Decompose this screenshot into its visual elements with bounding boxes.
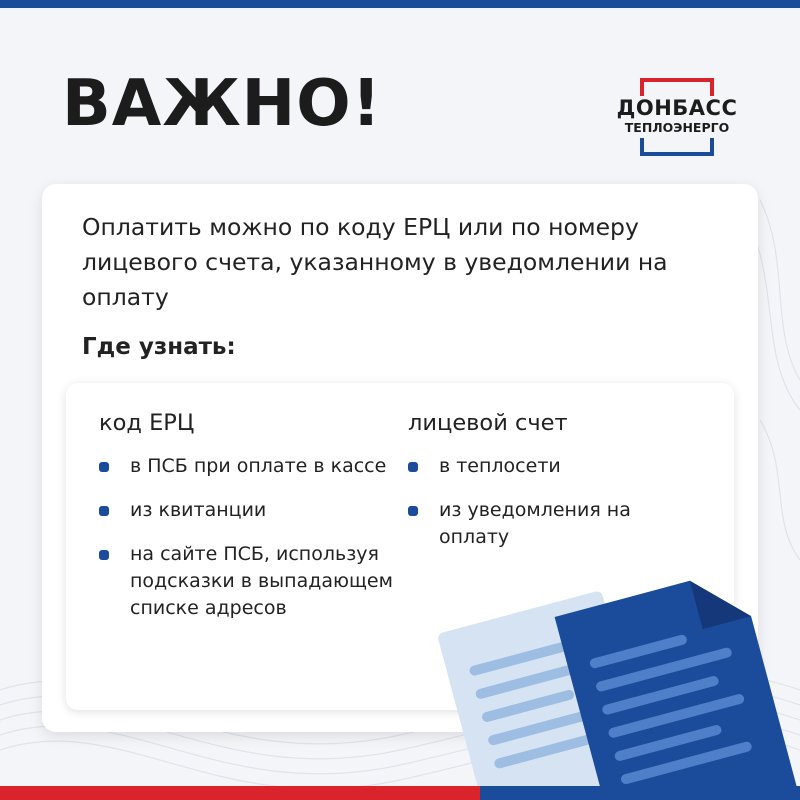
intro-text: Оплатить можно по коду ЕРЦ или по номеру лицевого счета, указанному в уведомлении на оплату xyxy=(82,213,668,311)
bullet-icon xyxy=(408,506,418,516)
bullet-icon xyxy=(99,506,109,516)
list-item-text: из уведомления на оплату xyxy=(439,499,631,548)
list-item xyxy=(99,453,409,480)
logo-frame-red xyxy=(640,78,714,96)
bullet-icon xyxy=(408,462,418,472)
list-item-text: из квитанции xyxy=(130,499,267,521)
documents-illustration xyxy=(420,550,800,800)
company-logo xyxy=(604,78,750,156)
column-title: код ЕРЦ xyxy=(99,410,195,436)
list-item-text: в ПСБ при оплате в кассе xyxy=(130,455,387,477)
list-item xyxy=(99,541,400,622)
bullet-list xyxy=(408,453,688,551)
list-item-text: в теплосети xyxy=(439,455,561,477)
column-account-number xyxy=(408,408,688,551)
page-headline: ВАЖНО! xyxy=(62,67,382,141)
logo-frame-blue xyxy=(640,138,714,156)
column-title: лицевой счет xyxy=(408,410,568,436)
bullet-icon xyxy=(99,550,109,560)
where-heading: Где узнать: xyxy=(82,334,236,360)
list-item xyxy=(408,497,654,551)
logo-line-1: ДОНБАСС xyxy=(604,96,750,120)
list-item-text: на сайте ПСБ, используя подсказки в выпадающем списке адресов xyxy=(130,543,393,619)
logo-line-2: ТЕПЛОЭНЕРГО xyxy=(604,120,750,136)
bullet-icon xyxy=(99,462,109,472)
list-item xyxy=(99,497,370,524)
bottom-bar-blue xyxy=(480,786,800,800)
bottom-bar-red xyxy=(0,786,480,800)
bullet-list xyxy=(99,453,409,622)
list-item xyxy=(408,453,688,480)
bottom-accent-bar xyxy=(0,786,800,800)
column-erc-code xyxy=(99,408,409,622)
